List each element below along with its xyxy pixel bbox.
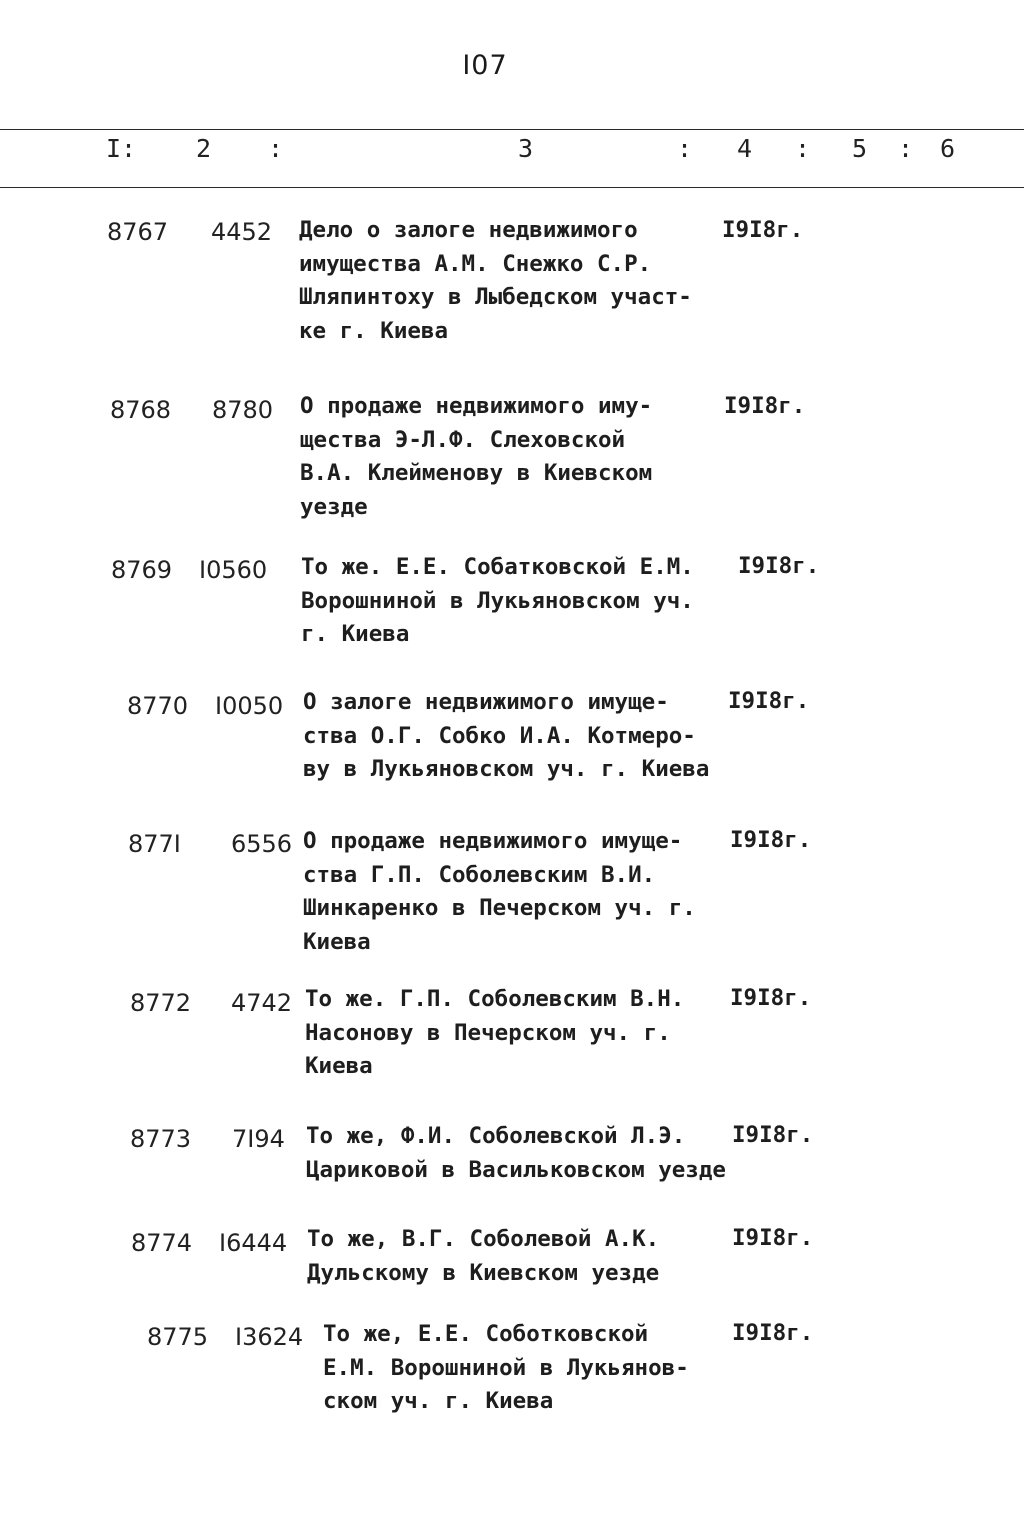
entry-description: [307, 1223, 659, 1290]
entry-number: 8769: [111, 556, 173, 584]
column-header-5: 5: [852, 134, 868, 163]
description-line: То же, Е.Е. Соботковской: [323, 1321, 649, 1347]
file-number: I3624: [235, 1323, 304, 1351]
description-line: Е.М. Ворошниной в Лукьянов-: [323, 1354, 689, 1381]
entry-number: 8773: [130, 1125, 192, 1153]
file-number: 6556: [231, 830, 293, 858]
entry-number: 8774: [131, 1229, 193, 1257]
column-separator: :: [898, 134, 914, 163]
description-line: Насонову в Печерском уч. г.: [305, 1019, 671, 1046]
description-line: Дульскому в Киевском уезде: [307, 1259, 660, 1286]
description-line: Ворошниной в Лукьяновском уч.: [301, 587, 694, 614]
entry-year: I9I8г.: [732, 1225, 814, 1251]
column-header-4: 4: [737, 134, 753, 163]
column-separator: :: [795, 134, 811, 163]
description-line: В.А. Клейменову в Киевском: [300, 460, 653, 486]
description-line: ства О.Г. Собко И.А. Котмеро-: [303, 722, 696, 749]
description-line: ву в Лукьяновском уч. г. Киева: [303, 756, 710, 782]
description-line: уезде: [300, 493, 368, 520]
description-line: Шляпинтоху в Лыбедском участ-: [299, 284, 692, 310]
entry-description: [323, 1318, 689, 1419]
column-header-6: 6: [940, 134, 956, 163]
entry-year: I9I8г.: [730, 827, 812, 853]
column-header-2: 2: [196, 134, 212, 163]
column-header-3: 3: [518, 134, 534, 163]
entry-year: I9I8г.: [730, 985, 812, 1011]
column-header-1: I:: [106, 134, 137, 163]
entry-description: [306, 1120, 726, 1187]
entry-description: [300, 390, 652, 524]
entry-description: [303, 825, 696, 959]
description-line: имущества А.М. Снежко С.Р.: [299, 250, 652, 277]
file-number: 4452: [211, 218, 273, 246]
description-line: То же, Ф.И. Соболевской Л.Э.: [306, 1123, 686, 1149]
entry-description: [299, 214, 692, 348]
column-separator: :: [268, 134, 284, 163]
description-line: г. Киева: [301, 621, 410, 647]
description-line: То же. Г.П. Соболевским В.Н.: [305, 986, 685, 1012]
description-line: Шинкаренко в Печерском уч. г.: [303, 895, 696, 921]
file-number: 4742: [231, 989, 293, 1017]
entry-description: [305, 983, 684, 1084]
description-line: ском уч. г. Киева: [323, 1388, 554, 1414]
description-line: ке г. Киева: [299, 317, 449, 344]
page-number: I07: [462, 50, 508, 81]
entry-year: I9I8г.: [728, 688, 810, 714]
description-line: То же. Е.Е. Собатковской Е.М.: [301, 554, 694, 580]
entry-number: 8775: [147, 1323, 209, 1351]
description-line: О залоге недвижимого имуще-: [303, 689, 669, 715]
entry-year: I9I8г.: [724, 393, 806, 419]
entry-year: I9I8г.: [732, 1122, 814, 1148]
entry-year: I9I8г.: [738, 553, 820, 579]
file-number: I0050: [215, 692, 284, 720]
entry-year: I9I8г.: [732, 1320, 814, 1346]
description-line: То же, В.Г. Соболевой А.К.: [307, 1226, 660, 1252]
description-line: ства Г.П. Соболевским В.И.: [303, 861, 656, 888]
description-line: О продаже недвижимого иму-: [300, 393, 653, 419]
file-number: 8780: [212, 396, 274, 424]
description-line: О продаже недвижимого имуще-: [303, 828, 683, 854]
entry-year: I9I8г.: [722, 217, 804, 243]
column-separator: :: [677, 134, 693, 163]
entry-number: 877I: [128, 830, 181, 858]
entry-number: 8770: [127, 692, 189, 720]
entry-description: [301, 551, 694, 652]
file-number: 7I94: [232, 1125, 285, 1153]
entry-number: 8772: [130, 989, 192, 1017]
description-line: щества Э-Л.Ф. Слеховской: [300, 426, 626, 453]
entry-description: [303, 686, 709, 787]
entry-number: 8768: [110, 396, 172, 424]
entry-number: 8767: [107, 218, 169, 246]
header-top-rule: [0, 129, 1024, 130]
description-line: Киева: [303, 928, 371, 955]
header-bottom-rule: [0, 187, 1024, 188]
file-number: I6444: [219, 1229, 288, 1257]
file-number: I0560: [199, 556, 268, 584]
description-line: Дело о залоге недвижимого: [299, 217, 638, 243]
description-line: Киева: [305, 1053, 373, 1079]
description-line: Цариковой в Васильковском уезде: [306, 1156, 726, 1183]
